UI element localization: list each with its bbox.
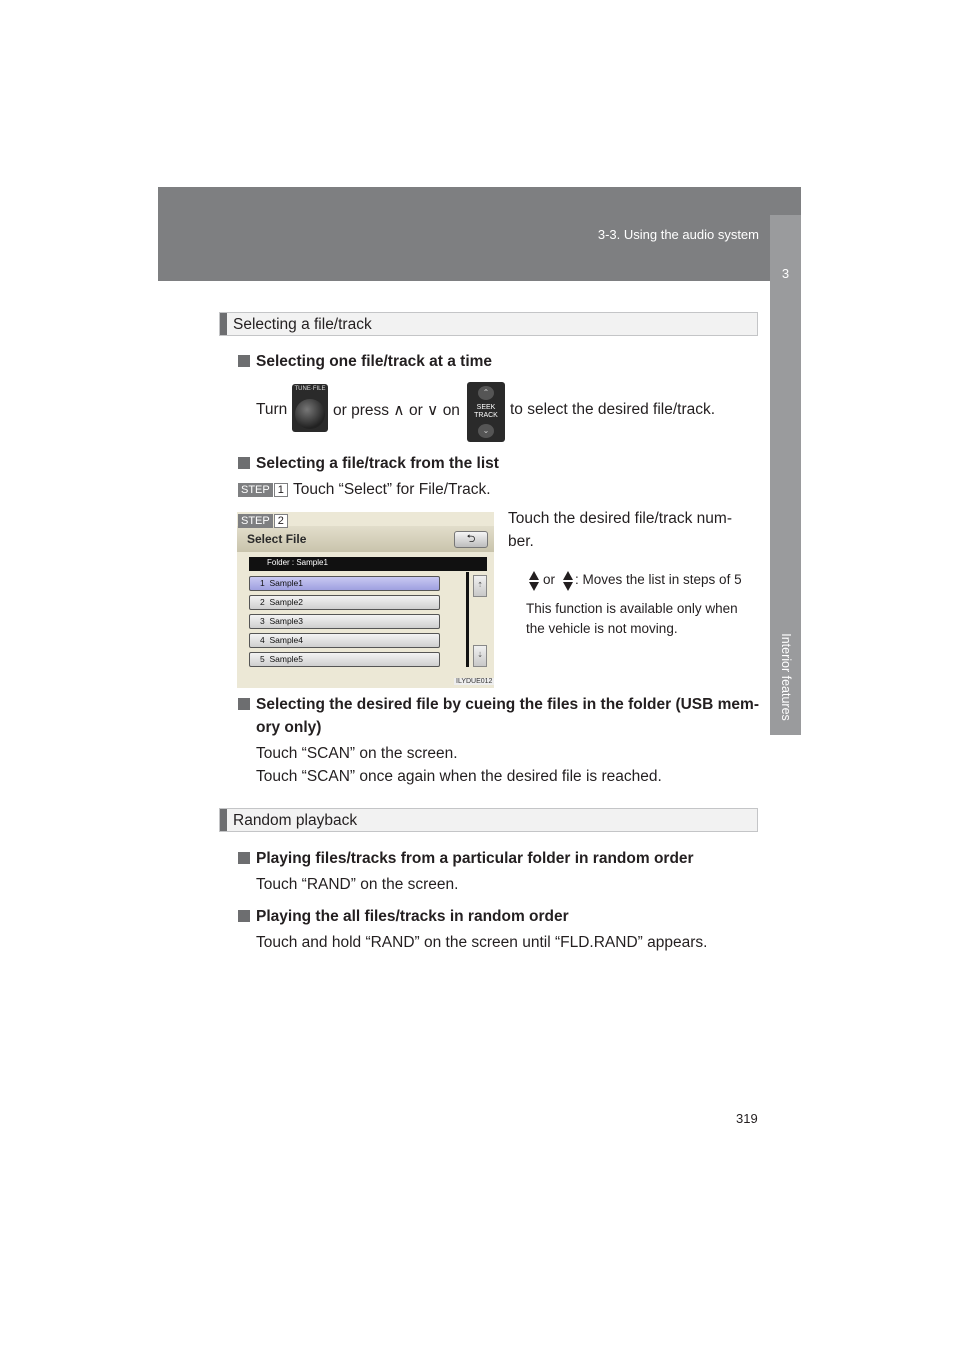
back-icon: ⮌ — [454, 531, 488, 548]
chapter-title: 3-3. Using the audio system — [597, 227, 759, 242]
page-number: 319 — [736, 1111, 758, 1126]
step-1-badge: STEP 1 — [238, 483, 288, 497]
square-bullet-icon — [238, 910, 250, 922]
section-bar-random — [219, 808, 758, 832]
file-row: 3 Sample3 — [249, 614, 440, 629]
scan-text-2: Touch “SCAN” once again when the desired file is reached. — [256, 768, 662, 785]
square-bullet-icon — [238, 698, 250, 710]
note-line-1: This function is available only when — [526, 601, 738, 616]
square-bullet-icon — [238, 355, 250, 367]
square-bullet-icon — [238, 852, 250, 864]
square-bullet-icon — [238, 457, 250, 469]
section-bar-selecting — [219, 312, 758, 336]
figure-code: ILYDUE012 — [456, 678, 493, 685]
file-row: 2 Sample2 — [249, 595, 440, 610]
select-desired-text: to select the desired file/track. — [510, 401, 716, 418]
up-arrow-icon — [563, 571, 573, 580]
subheading-cueing-cont: ory only) — [256, 719, 322, 736]
arrows-or: or — [543, 572, 556, 587]
subheading-cueing: Selecting the desired file by cueing the files in the folder (USB mem- — [238, 696, 759, 714]
fld-rand-text: Touch and hold “RAND” on the screen until “FLD.RAND” appears. — [256, 934, 708, 951]
rand-text: Touch “RAND” on the screen. — [256, 876, 459, 893]
screen-title: Select File — [247, 532, 307, 546]
step-1-text: Touch “Select” for File/Track. — [293, 481, 491, 498]
folder-label: Folder : Sample1 — [267, 558, 328, 567]
file-row: 4 Sample4 — [249, 633, 440, 648]
up-arrow-icon — [529, 571, 539, 580]
side-tab-label: Interior features — [778, 633, 793, 721]
scroll-track — [466, 572, 469, 667]
subheading-folder-random: Playing files/tracks from a particular folder in random order — [238, 850, 694, 868]
subheading-one-at-a-time: Selecting one file/track at a time — [238, 353, 492, 371]
subheading-from-list: Selecting a file/track from the list — [238, 455, 499, 473]
scroll-up-icon: ⇡ — [473, 575, 487, 597]
step-2-text-1: Touch the desired file/track num- — [508, 510, 732, 527]
subheading-all-random: Playing the all files/tracks in random order — [238, 908, 569, 926]
step-2-text-2: ber. — [508, 533, 534, 550]
turn-text: Turn — [256, 401, 288, 418]
select-file-screen — [237, 512, 494, 688]
scan-text-1: Touch “SCAN” on the screen. — [256, 745, 458, 762]
file-row: 5 Sample5 — [249, 652, 440, 667]
scroll-down-icon: ⇣ — [473, 645, 487, 667]
chapter-header — [158, 187, 801, 281]
file-row: 1 Sample1 — [249, 576, 440, 591]
arrows-desc: : Moves the list in steps of 5 — [575, 572, 742, 587]
section-title: Random playback — [233, 812, 358, 829]
section-title: Selecting a file/track — [233, 316, 372, 333]
down-arrow-icon — [563, 582, 573, 591]
step-2-badge: STEP 2 — [238, 514, 288, 528]
note-line-2: the vehicle is not moving. — [526, 621, 678, 636]
side-tab-number: 3 — [781, 266, 790, 281]
seek-track-button-icon: ⌃ SEEK TRACK ⌄ — [467, 382, 505, 442]
side-tab-label-wrap — [772, 630, 799, 750]
press-text: or press ∧ or ∨ on — [333, 402, 460, 419]
down-arrow-icon — [529, 582, 539, 591]
tune-file-knob-icon: TUNE·FILE — [292, 384, 328, 432]
